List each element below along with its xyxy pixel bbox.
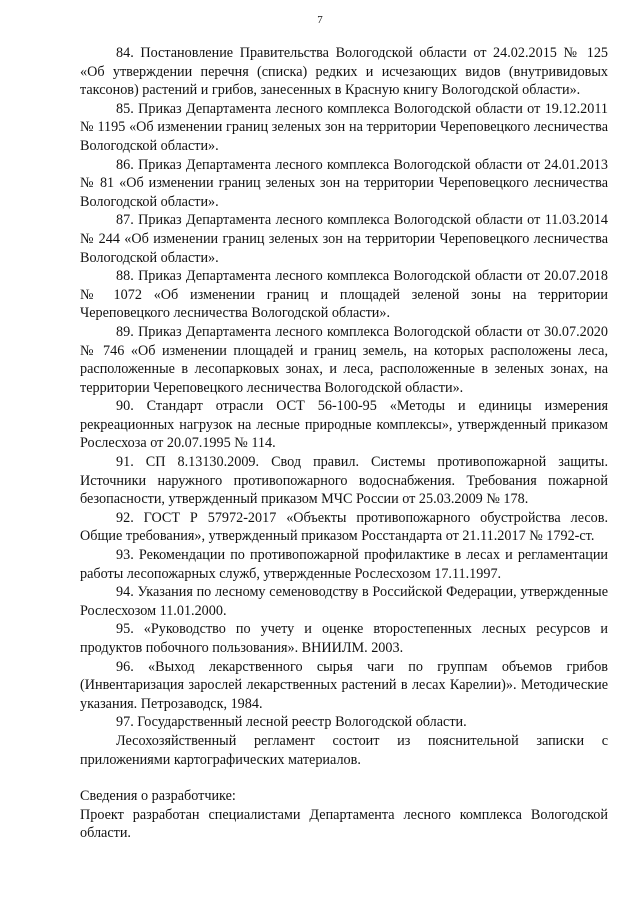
spacer: [80, 769, 608, 787]
list-item-text: Приказ Департамента лесного комплекса Вологодской области от 11.03.2014 № 244 «Об изменении границ зеленых зон на территории Череповецкого лесничества Вологодской области».: [80, 212, 609, 266]
list-item: [80, 211, 608, 267]
document-body: [80, 44, 608, 843]
list-item-text: «Руководство по учету и оценке второстепенных лесных ресурсов и продуктов побочного пользования». ВНИИЛМ. 2003.: [80, 621, 609, 656]
list-item-number: 86.: [116, 156, 134, 173]
list-item: [80, 658, 608, 714]
developer-heading: Сведения о разработчике:: [80, 788, 236, 805]
list-item: [80, 453, 608, 509]
list-item-text: Приказ Департамента лесного комплекса Вологодской области от 20.07.2018 № 1072 «Об изменении границ и площадей зеленой зоны на территории Череповецкого лесничества Вологодской области».: [80, 268, 608, 322]
list-item-number: 97.: [116, 714, 134, 731]
list-item-number: 84.: [116, 45, 134, 61]
list-item: [80, 44, 608, 100]
list-item: [80, 546, 608, 583]
list-item-text: Приказ Департамента лесного комплекса Вологодской области от 30.07.2020 № 746 «Об изменении площадей и границ земель, на которых расположены леса, расположенные в лесопарковых зонах, и леса, расположенные в зеленых зонах, на территории Череповецкого лесничества Вологодской области».: [80, 323, 608, 396]
list-item: [80, 100, 608, 156]
list-item: [80, 323, 608, 397]
list-item-number: 93.: [116, 547, 134, 564]
list-item-number: 95.: [116, 621, 134, 638]
list-item-number: 90.: [116, 398, 134, 415]
list-item: [80, 156, 608, 212]
list-item-text: Постановление Правительства Вологодской области от 24.02.2015 № 125 «Об утверждении перечня (списка) редких и исчезающих видов (внутривидовых таксонов) растений и грибов, занесенных в Красную книгу Вологодской области».: [80, 45, 609, 99]
list-item: [80, 583, 608, 620]
list-item: [80, 267, 608, 323]
list-item-text: ГОСТ Р 57972-2017 «Объекты противопожарного обустройства лесов. Общие требования», утвержденный приказом Росстандарта от 21.11.2017 № 1792-ст.: [80, 509, 608, 545]
developer-text: Проект разработан специалистами Департамента лесного комплекса Вологодской области.: [80, 806, 608, 842]
list-item: [80, 620, 608, 657]
list-item-text: Стандарт отрасли ОСТ 56-100-95 «Методы и единицы измерения рекреационных нагрузок на лесные природные комплексы», утвержденный приказом Рослесхоза от 20.07.1995 № 114.: [80, 398, 608, 452]
list-item-text: СП 8.13130.2009. Свод правил. Системы противопожарной защиты. Источники наружного противопожарного водоснабжения. Требования пожарной безопасности, утвержденный приказом МЧС России от 25.03.2009 № 178.: [80, 454, 608, 508]
page-number: 7: [317, 14, 323, 26]
closing-paragraph: Лесохозяйственный регламент состоит из пояснительной записки с приложениями картографических материалов.: [80, 732, 608, 768]
reference-list: [80, 44, 608, 732]
list-item-text: Указания по лесному семеноводству в Российской Федерации, утвержденные Рослесхозом 11.01.2000.: [80, 584, 608, 619]
list-item-number: 89.: [116, 323, 134, 340]
list-item: [80, 397, 608, 453]
list-item-number: 88.: [116, 268, 134, 285]
list-item-text: Рекомендации по противопожарной профилактике в лесах и регламентации работы лесопожарных служб, утвержденные Рослесхозом 17.11.1997.: [80, 547, 608, 582]
list-item-number: 85.: [116, 100, 134, 117]
list-item-text: Приказ Департамента лесного комплекса Вологодской области от 19.12.2011 № 1195 «Об изменении границ зеленых зон на территории Череповецкого лесничества Вологодской области».: [80, 100, 609, 154]
list-item-text: «Выход лекарственного сырья чаги по группам объемов грибов (Инвентаризация зарослей лекарственных растений в лесах Карелии)». Методические указания. Петрозаводск, 1984.: [80, 658, 608, 712]
list-item-text: Приказ Департамента лесного комплекса Вологодской области от 24.01.2013 № 81 «Об изменении границ зеленых зон на территории Череповецкого лесничества Вологодской области».: [80, 156, 608, 210]
list-item-number: 92.: [116, 509, 134, 526]
list-item-text: Государственный лесной реестр Вологодской области.: [137, 714, 467, 731]
list-item-number: 91.: [116, 454, 134, 471]
list-item: [80, 713, 608, 732]
list-item-number: 87.: [116, 212, 134, 229]
list-item-number: 96.: [116, 658, 134, 675]
list-item: [80, 509, 608, 546]
list-item-number: 94.: [116, 584, 134, 601]
